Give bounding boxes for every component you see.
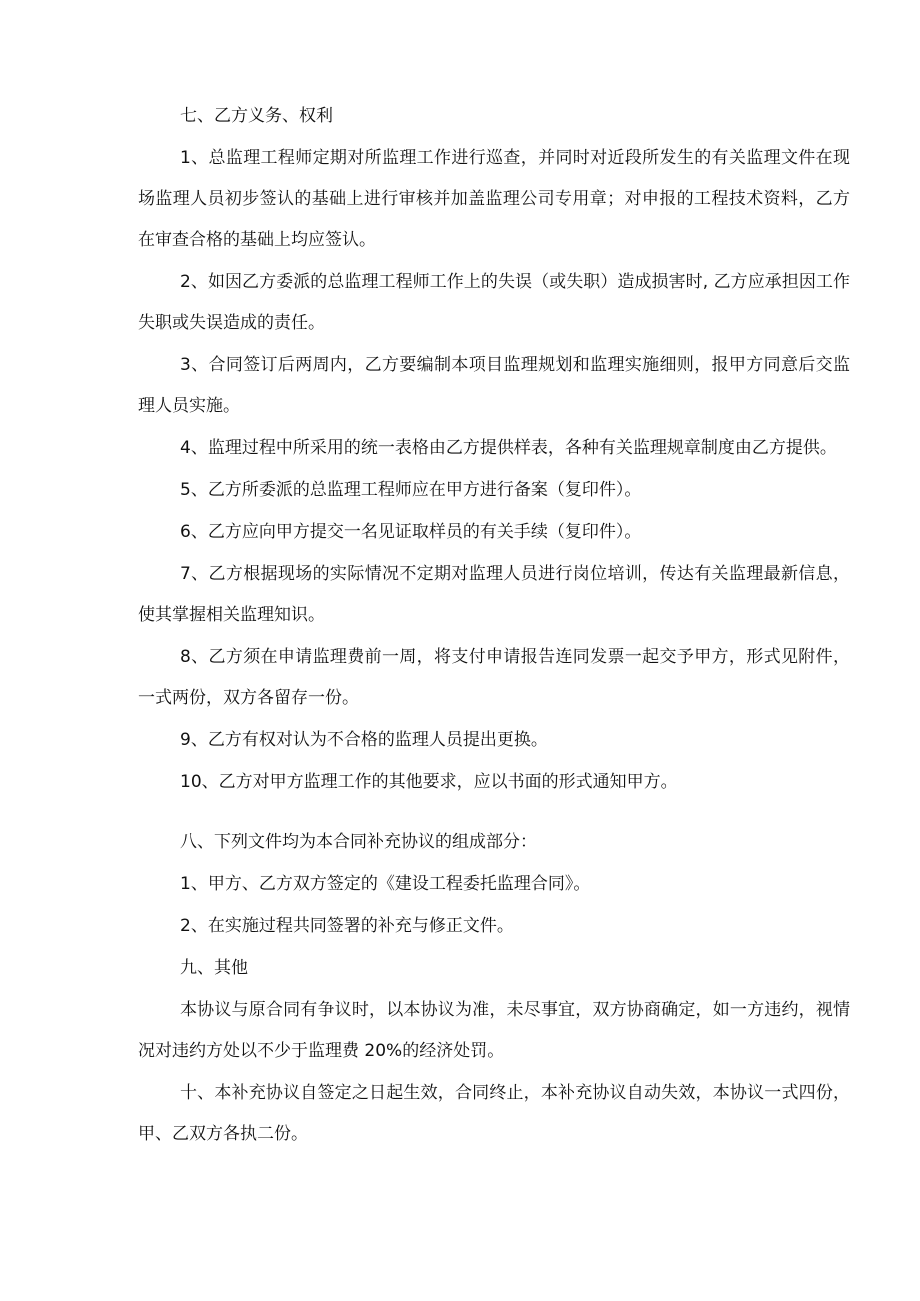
section-8-heading: 八、下列文件均为本合同补充协议的组成部分：: [180, 832, 537, 852]
section-7-item-4: 4、监理过程中所采用的统一表格由乙方提供样表，各种有关监理规章制度由乙方提供。: [180, 438, 837, 458]
section-7-item-2: 2、如因乙方委派的总监理工程师工作上的失误（或失职）造成损害时, 乙方应承担因工作失职或失误造成的责任。: [138, 272, 850, 333]
section-7-item-8: 8、乙方须在申请监理费前一周，将支付申请报告连同发票一起交予甲方，形式见附件，一式两份，双方各留存一份。: [138, 647, 850, 708]
section-8-item-2: 2、在实施过程共同签署的补充与修正文件。: [180, 916, 514, 936]
section-7-item-5: 5、乙方所委派的总监理工程师应在甲方进行备案（复印件）。: [180, 480, 642, 500]
section-7-heading: 七、乙方义务、权利: [180, 106, 333, 126]
section-10-body: 十、本补充协议自签定之日起生效，合同终止，本补充协议自动失效，本协议一式四份，甲、乙双方各执二份。: [138, 1083, 850, 1144]
section-7-item-3: 3、合同签订后两周内，乙方要编制本项目监理规划和监理实施细则，报甲方同意后交监理人员实施。: [138, 355, 850, 416]
section-8-item-1: 1、甲方、乙方双方签定的《建设工程委托监理合同》。: [180, 874, 591, 894]
document-body: [138, 96, 850, 1156]
section-7-item-9: 9、乙方有权对认为不合格的监理人员提出更换。: [180, 730, 548, 750]
section-7-item-6: 6、乙方应向甲方提交一名见证取样员的有关手续（复印件）。: [180, 522, 642, 542]
section-9-body: 本协议与原合同有争议时，以本协议为准，未尽事宜，双方协商确定，如一方违约，视情况对违约方处以不少于监理费 20%的经济处罚。: [138, 1000, 850, 1061]
section-7-item-10: 10、乙方对甲方监理工作的其他要求，应以书面的形式通知甲方。: [180, 772, 678, 792]
section-7-item-1: 1、总监理工程师定期对所监理工作进行巡查，并同时对近段所发生的有关监理文件在现场监理人员初步签认的基础上进行审核并加盖监理公司专用章；对申报的工程技术资料，乙方在审查合格的基础上均应签认。: [138, 148, 850, 250]
section-spacer: [138, 804, 850, 822]
section-7-item-7: 7、乙方根据现场的实际情况不定期对监理人员进行岗位培训，传达有关监理最新信息，使其掌握相关监理知识。: [138, 564, 850, 625]
section-9-heading: 九、其他: [180, 958, 248, 978]
